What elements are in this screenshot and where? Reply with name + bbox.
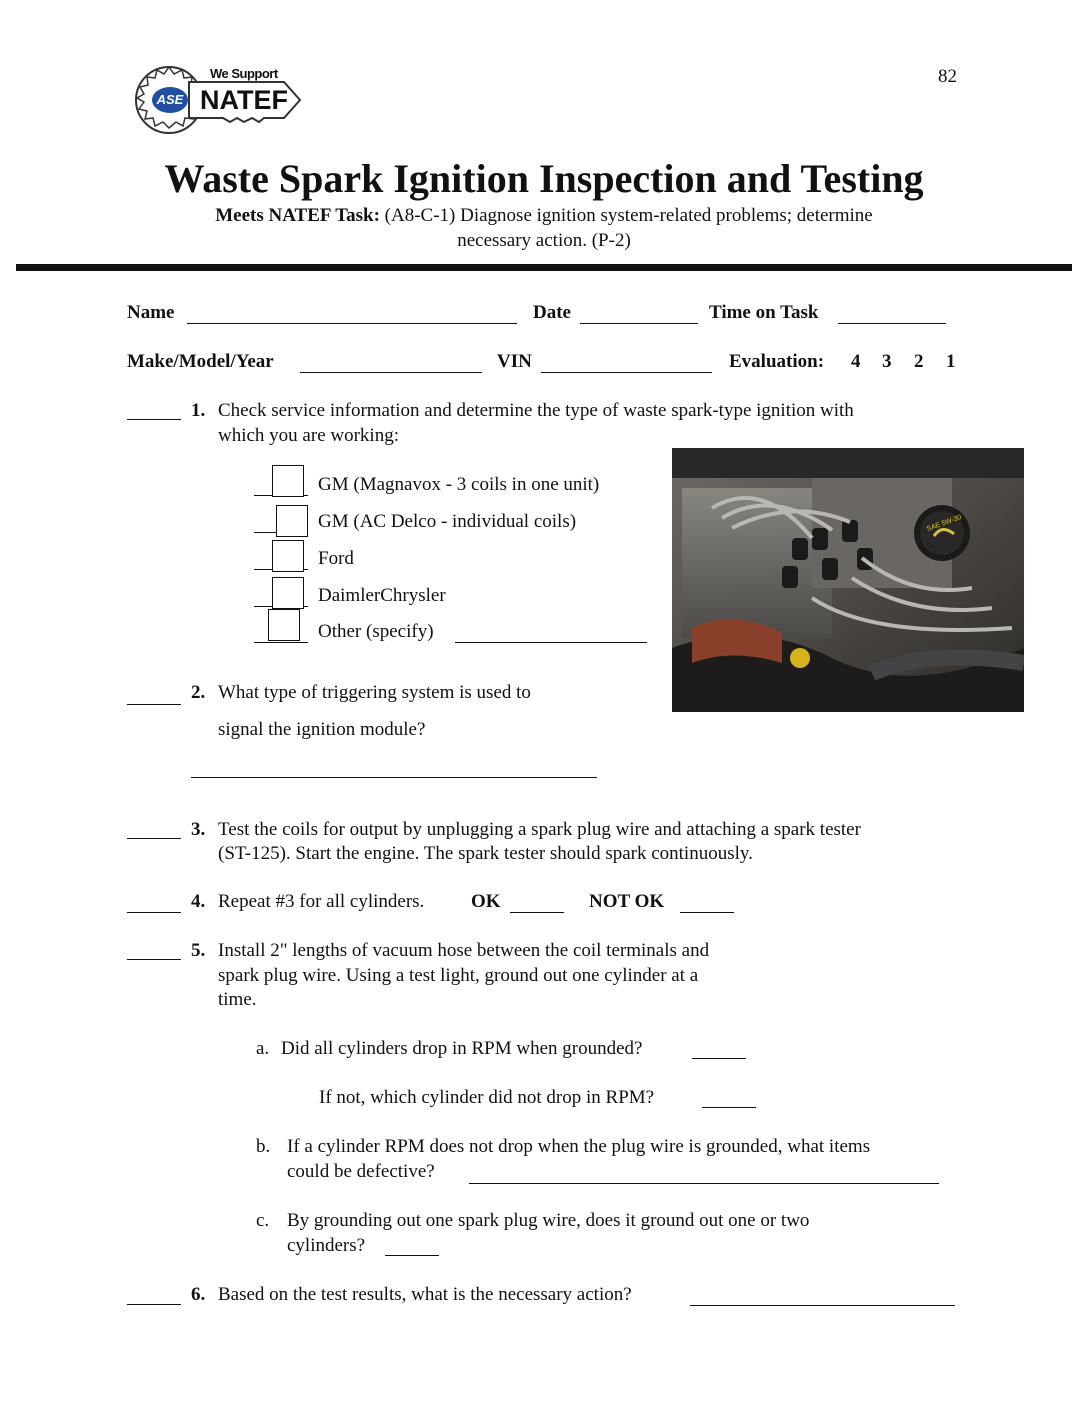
q6-text: Based on the test results, what is the necessary action? — [218, 1284, 632, 1305]
q4-number: 4. — [191, 891, 206, 912]
date-label: Date — [533, 302, 571, 323]
q5-check-blank[interactable] — [127, 958, 181, 960]
q5a-label: a. — [256, 1038, 270, 1059]
q6-number: 6. — [191, 1284, 206, 1305]
engine-photo — [672, 448, 1024, 712]
option-label: Ford — [318, 548, 354, 569]
score-4[interactable]: 4 — [851, 351, 861, 372]
page-title: Waste Spark Ignition Inspection and Testing — [164, 156, 924, 201]
ase-badge: ASE — [152, 87, 188, 113]
task-line-1 — [0, 205, 1088, 227]
q4-not-ok-label: NOT OK — [589, 891, 665, 912]
q1-number: 1. — [191, 400, 206, 421]
make-model-year-label: Make/Model/Year — [127, 351, 274, 372]
date-field[interactable] — [580, 322, 698, 324]
q2-text-2: signal the ignition module? — [218, 719, 426, 740]
q5a-text: Did all cylinders drop in RPM when grounded? — [281, 1038, 643, 1059]
q4-text: Repeat #3 for all cylinders. — [218, 891, 425, 912]
make-model-year-field[interactable] — [300, 371, 482, 373]
q5c-text-2: cylinders? — [287, 1235, 366, 1256]
option-underline — [254, 641, 308, 643]
evaluation-label: Evaluation: — [729, 351, 825, 372]
option-label: GM (AC Delco - individual coils) — [318, 511, 577, 532]
natef-logo — [134, 60, 304, 140]
q5a-sub-answer-field[interactable] — [702, 1106, 756, 1108]
q2-answer-field[interactable] — [191, 776, 597, 778]
q2-number: 2. — [191, 682, 206, 703]
q1-check-blank[interactable] — [127, 418, 181, 420]
q5-number: 5. — [191, 940, 206, 961]
oil-cap-text: SAE 5W-30 — [925, 513, 963, 534]
vin-field[interactable] — [541, 371, 712, 373]
q5c-label: c. — [256, 1210, 270, 1231]
time-on-task-field[interactable] — [838, 322, 946, 324]
q5-text-3: time. — [218, 989, 257, 1010]
q1-text-2: which you are working: — [218, 425, 399, 446]
q6-check-blank[interactable] — [127, 1303, 181, 1305]
other-specify-field[interactable] — [455, 641, 647, 643]
time-on-task-label: Time on Task — [709, 302, 819, 323]
q4-ok-field[interactable] — [510, 911, 564, 913]
score-2[interactable]: 2 — [914, 351, 924, 372]
q1-text-1: Check service information and determine the type of waste spark-type ignition with — [218, 400, 854, 421]
logo-top-text: We Support — [210, 66, 278, 81]
name-field[interactable] — [187, 322, 517, 324]
name-label: Name — [127, 302, 175, 323]
option-checkbox-ford[interactable] — [272, 540, 304, 572]
q3-check-blank[interactable] — [127, 837, 181, 839]
q5a-answer-field[interactable] — [692, 1057, 746, 1059]
logo-brand-text: NATEF — [200, 85, 288, 115]
task-label: Meets NATEF Task: — [215, 205, 380, 226]
option-checkbox-daimlerchrysler[interactable] — [272, 577, 304, 609]
page-number: 82 — [938, 66, 957, 87]
q3-number: 3. — [191, 819, 206, 840]
q2-text-1: What type of triggering system is used to — [218, 682, 531, 703]
option-checkbox-gm-acdelco[interactable] — [276, 505, 308, 537]
option-checkbox-gm-magnavox[interactable] — [272, 465, 304, 497]
q4-not-ok-field[interactable] — [680, 911, 734, 913]
q5b-text-1: If a cylinder RPM does not drop when the plug wire is grounded, what items — [287, 1136, 871, 1157]
engine-photo-graphic — [672, 448, 1024, 712]
q4-ok-label: OK — [471, 891, 501, 912]
option-label: GM (Magnavox - 3 coils in one unit) — [318, 474, 600, 495]
q5-text-2: spark plug wire. Using a test light, ground out one cylinder at a — [218, 965, 699, 986]
option-label: Other (specify) — [318, 621, 434, 642]
q3-text-2: (ST-125). Start the engine. The spark tester should spark continuously. — [218, 843, 753, 864]
header-divider — [16, 264, 1072, 271]
q4-check-blank[interactable] — [127, 911, 181, 913]
q5b-text-2: could be defective? — [287, 1161, 435, 1182]
task-text-1: (A8-C-1) Diagnose ignition system-related problems; determine — [384, 205, 873, 226]
q5a-subquestion: If not, which cylinder did not drop in RPM? — [319, 1087, 655, 1108]
q6-answer-field[interactable] — [690, 1304, 955, 1306]
q5-text-1: Install 2" lengths of vacuum hose between the coil terminals and — [218, 940, 710, 961]
q3-text-1: Test the coils for output by unplugging a spark plug wire and attaching a spark tester — [218, 819, 861, 840]
q5c-answer-field[interactable] — [385, 1254, 439, 1256]
q5b-answer-field[interactable] — [469, 1182, 939, 1184]
q2-check-blank[interactable] — [127, 703, 181, 705]
vin-label: VIN — [497, 351, 532, 372]
option-label: DaimlerChrysler — [318, 585, 446, 606]
score-1[interactable]: 1 — [946, 351, 956, 372]
q5b-label: b. — [256, 1136, 271, 1157]
option-checkbox-other[interactable] — [268, 609, 300, 641]
score-3[interactable]: 3 — [882, 351, 892, 372]
task-line-2: necessary action. (P-2) — [457, 230, 631, 251]
q5c-text-1: By grounding out one spark plug wire, does it ground out one or two — [287, 1210, 810, 1231]
